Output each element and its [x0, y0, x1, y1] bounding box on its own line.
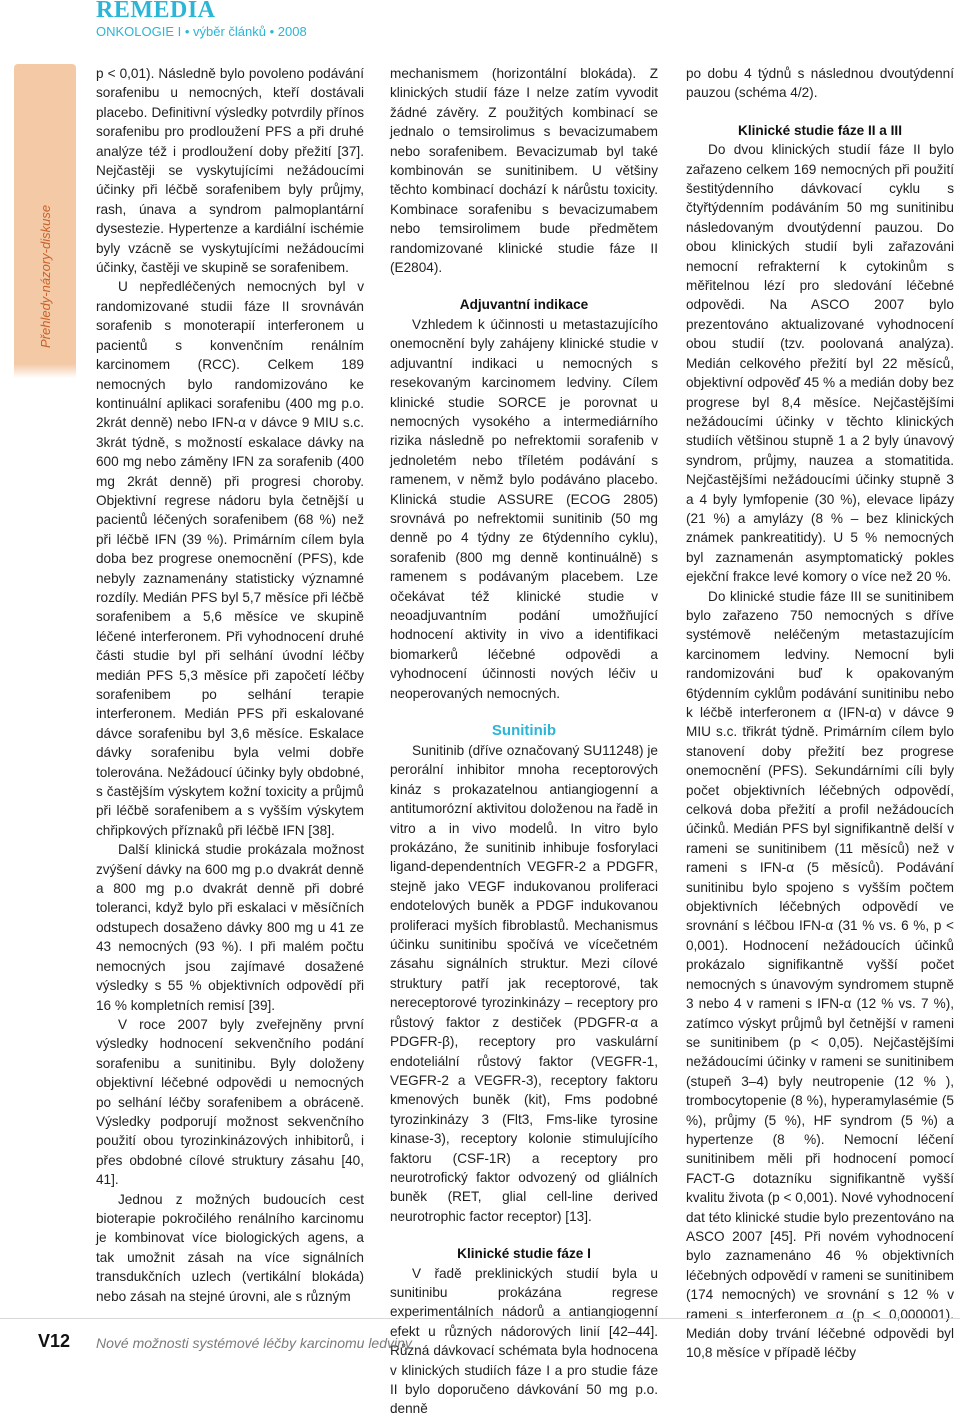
- paragraph: V roce 2007 byly zveřejněny první výsledky hodnocení sekvenčního podání sorafenibu a sunitinibu. Byly doloženy objektivní léčebné odpovědi u nemocných po selhání léčby sorafenibem a obráceně. Výsledky podporují možnost sekvenčního použití obou tyrozinkinázových inhibitorů, i přes obdobné cílové struktury zásahu [40, 41].: [96, 1016, 364, 1188]
- section-heading-sunitinib: Sunitinib: [491, 722, 557, 739]
- journal-logo: REMEDIA: [96, 0, 216, 23]
- paragraph: U nepředléčených nemocných byl v randomizované studii fáze II srovnáván sorafenib s monoterapií interferonem u pacientů s konvenčním renálním karcinomem (RCC). Celkem 189 nemocných bylo randomizováno ke kontinuální aplikaci sorafenibu (400 mg p.o. 2krát denně) nebo IFN-α v dávce 9 MIU s.c. 3krát týdně, s možností eskalace dávky na 600 mg nebo záměny IFN za sorafenib (400 mg 2krát denně) při progresi choroby. Objektivní regrese nádoru byla četnější u pacientů léčených sorafenibem (68 %) než při léčbě IFN (39 %). Primárním cílem byla doba bez progrese onemocnění (PFS), kde nebyly zaznamenány statisticky významné rozdíly. Medián PFS byl 5,7 měsíce při léčbě sorafenibem a 5,6 měsíce ve skupině léčené interferonem. Při vyhodnocení druhé části studie byl při selhání úvodní léčby medián PFS 5,3 měsíce při započetí léčby sorafenibem po selhání terapie interferonem. Medián PFS při eskalované dávce sorafenibu byl 3,6 měsíce. Eskalace dávky sorafenibu byla velmi dobře tolerována. Nežádoucí účinky byly obdobné, s častějším výskytem kožní toxicity a průjmů při léčbě sorafenibem a s vyšším výskytem chřipkových příznaků při léčbě IFN [38].: [96, 279, 364, 838]
- section-heading-adjuvant: Adjuvantní indikace: [459, 297, 589, 313]
- paragraph: V řadě preklinických studií byla u sunitinibu prokázána regrese experimentálních nádorů a antiangiogenní efekt u různých nádorových linií [42–44]. Různá dávkovací schémata byla hodnocena v klinických studiích fáze I a pro studie fáze II bylo doporučeno dávkování 50 mg p.o. denně: [390, 1265, 658, 1417]
- header: [96, 0, 307, 40]
- column-1: [96, 64, 364, 1306]
- footer: [0, 1318, 960, 1361]
- column-3: [686, 64, 954, 1363]
- paragraph: Sunitinib (dříve označovaný SU11248) je perorální inhibitor mnoha receptorových kináz s prokazatelnou antiangiogenní a antitumorózní aktivitou doloženou na řadě in vitro a in vivo modelů. In vitro bylo prokázáno, že sunitinib inhibuje fosforylaci ligand-dependentních VEGFR-2 a PDGFR, stejně jako VEGF indukovanou proliferaci endotelových buněk a PDGF indukovanou proliferaci myších fibroblastů. Mechanismus účinku sunitinibu spočívá ve vícečetném zásahu signálních struktur. Mezi cílové struktury patří jak receptorové, tak nereceptorové tyrozinkinázy – receptory pro růstový faktor z destiček (PDGFR-α a PDGFR-β), receptory pro vaskulární endoteliální růstový faktor (VEGFR-1, VEGFR-2 a VEGFR-3), receptory faktoru kmenových buněk (kit), Fms podobné tyrozinkinázy 3 (Flt3, Fms-like tyrosine kinase-3), receptory kolonie stimulujícího faktoru (CSF-1R) a receptory pro neurotrofický faktor odvozený od gliálních buněk (RET, glial cell-line derived neurotrophic factor receptor) [13].: [390, 743, 658, 1224]
- column-2: [390, 64, 658, 1419]
- journal-subtitle: ONKOLOGIE I • výběr článků • 2008: [96, 24, 307, 39]
- paragraph: mechanismem (horizontální blokáda). Z klinických studií fáze I nelze zatím vyvodit žádné závěry. Z použitých kombinací se jednalo o temsirolimus s bevacizumabem nebo sorafenibem. Bevacizumab byl také kombinován se sunitinibem. U většiny těchto kombinací dochází k nárůstu toxicity. Kombinace sorafenibu s bevacizumabem nebo temsirolimem bude předmětem randomizované klinické studie fáze II (E2804).: [390, 66, 658, 276]
- paragraph: Do dvou klinických studií fáze II bylo zařazeno celkem 169 nemocných při použití šestitýdenního dávkovací cyklu s čtyřtýdenním podáváním 50 mg sunitinibu následovaným dvoutýdenní pauzou. Do obou klinických studií byli zařazováni nemocní refrakterní k cytokinům s měřitelnou lézí pro sledování léčebné odpovědi. Na ASCO 2007 bylo prezentováno aktualizované vyhodnocení obou studií (tzv. poolovaná analýza). Medián celkového přežití byl 22 měsíců, objektivní odpověď 45 % a medián doby bez progrese byl 8,4 měsíce. Nejčastějšími nežádoucími účinky v těchto klinických studiích většinou stupně 1 a 2 byly únavový syndrom, průjmy, nauzea a stomatitida. Nejčastějšími nežádoucími účinky stupně 3 a 4 byly lymfopenie (30 %), elevace lipázy (21 %) a amylázy (8 % – bez klinických známek pankreatitidy). U 5 % nemocných byl zaznamenán asymptomatický pokles ejekční frakce levé komory o více než 20 %.: [686, 142, 954, 585]
- page-number: V12: [38, 1331, 71, 1351]
- paragraph: Do klinické studie fáze III se sunitinibem bylo zařazeno 750 nemocných s dříve systémově neléčeným metastazujícím karcinomem ledviny. Nemocní byli randomizováni buď k opakovaným 6týdenním cyklům podávání sunitinibu nebo k léčbě interferonem α (IFN-α) v dávce 9 MIU s.c. třikrát týdně. Primárním cílem bylo stanovení doby přežití bez progrese onemocnění (PFS). Sekundárními cíli byly počet objektivních léčebných odpovědí, celková doba přežití a profil nežádoucích účinků. Medián PFS byl signifikantně delší v rameni se sunitinibem (11 měsíců) než v rameni s IFN-α (5 měsíců). Podávání sunitinibu bylo spojeno s vyšším počtem objektivních léčebných odpovědí ve srovnání s léčbou IFN-α (31 % vs. 6 %, p < 0,001). Hodnocení nežádoucích účinků prokázalo signifikantně vyšší počet nemocných s únavovým syndromem stupně 3 nebo 4 v rameni s IFN-α (12 % vs. 7 %), zatímco výskyt průjmů byl četnější v rameni se sunitinibem (p < 0,05). Nejčastějšími nežádoucími účinky v rameni se sunitinibem (stupeň 3–4) byly neutropenie (12 % ), trombocytopenie (8 %), hyperamylasémie (5 %), průjmy (5 %), HF syndrom (5 %) a hypertenze (8 %). Nemocní léčení sunitinibem měli při hodnocení pomocí FACT-G dotazníku signifikantně vyšší kvalitu života (p < 0,001). Nové vyhodnocení dat této klinické studie bylo prezentováno na ASCO 2007 [45]. Při novém vyhodnocení bylo zaznamenáno 46 % objektivních léčebných odpovědí v rameni se sunitinibem (174 nemocných) ve srovnání s 12 % v rameni s interferonem α (p < 0,000001). Medián doby trvání léčebné odpovědi byl 10,8 měsíce v případě léčby: [686, 588, 954, 1361]
- section-heading-phase1: Klinické studie fáze I: [457, 1246, 591, 1262]
- paragraph: po dobu 4 týdnů s následnou dvoutýdenní pauzou (schéma 4/2).: [686, 66, 954, 101]
- paragraph: Vzhledem k účinnosti u metastazujícího onemocnění byly zahájeny klinické studie v adjuvantní indikaci u nemocných s resekovaným karcinomem ledviny. Cílem klinické studie SORCE je porovnat u nemocných vysokého a intermediárního rizika následně po nefrektomii sorafenib v jednoletém nebo tříletém podávání s ramenem, v němž bylo podáváno placebo. Klinická studie ASSURE (ECOG 2805) srovnává po nefrektomii sunitinib (50 mg denně po 4 týdny ze 6týdenního cyklu), sorafenib (800 mg denně kontinuálně) s ramenem s podávaným placebem. Lze očekávat též klinické studie v neoadjuvantním podání umožňující hodnocení aktivity in vivo a identifikaci biomarkerů léčebné odpovědi a vyhodnocení účinnosti nových léčiv u neoperovaných nemocných.: [390, 316, 658, 701]
- paragraph: Další klinická studie prokázala možnost zvýšení dávky na 600 mg p.o dvakrát denně a 800 mg p.o dvakrát denně při dobré toleranci, když bylo při eskalaci v měsíčních odstupech dosaženo dávky 800 mg u 41 ze 43 nemocných (93 %). I při malém počtu nemocných jsou zajímavé dosažené výsledky s 55 % objektivních odpovědí při 16 % kompletních remisí [39].: [96, 842, 364, 1013]
- paragraph: p < 0,01). Následně bylo povoleno podávání sorafenibu u nemocných, kteří dostávali placebo. Definitivní výsledky potvrdily přínos sorafenibu pro prodloužení PFS a při druhé analýze též i prodloužení doby přežití [37]. Nejčastěji se vyskytujícími nežádoucími účinky při léčbě sorafenibem byly průjmy, rash, únava a syndrom palmoplantární dysestezie. Hypertenze a kardiální ischémie byly vzácně se vyskytujícími nežádoucími účinky, častěji ve skupině se sorafenibem.: [96, 66, 364, 276]
- sidebar-label: Přehledy-názory-diskuse: [38, 204, 53, 348]
- section-heading-phase2-3: Klinické studie fáze II a III: [738, 122, 902, 138]
- paragraph: Jednou z možných budoucích cest bioterapie pokročilého renálního karcinomu je kombinovat více biologických agens, a tak umožnit zásah na více signálních transdukčních uzlech (vertikální blokáda) nebo zásah na stejné úrovni, ale s různým: [96, 1191, 364, 1304]
- footer-title: Nové možnosti systémové léčby karcinomu ledviny: [96, 1335, 412, 1351]
